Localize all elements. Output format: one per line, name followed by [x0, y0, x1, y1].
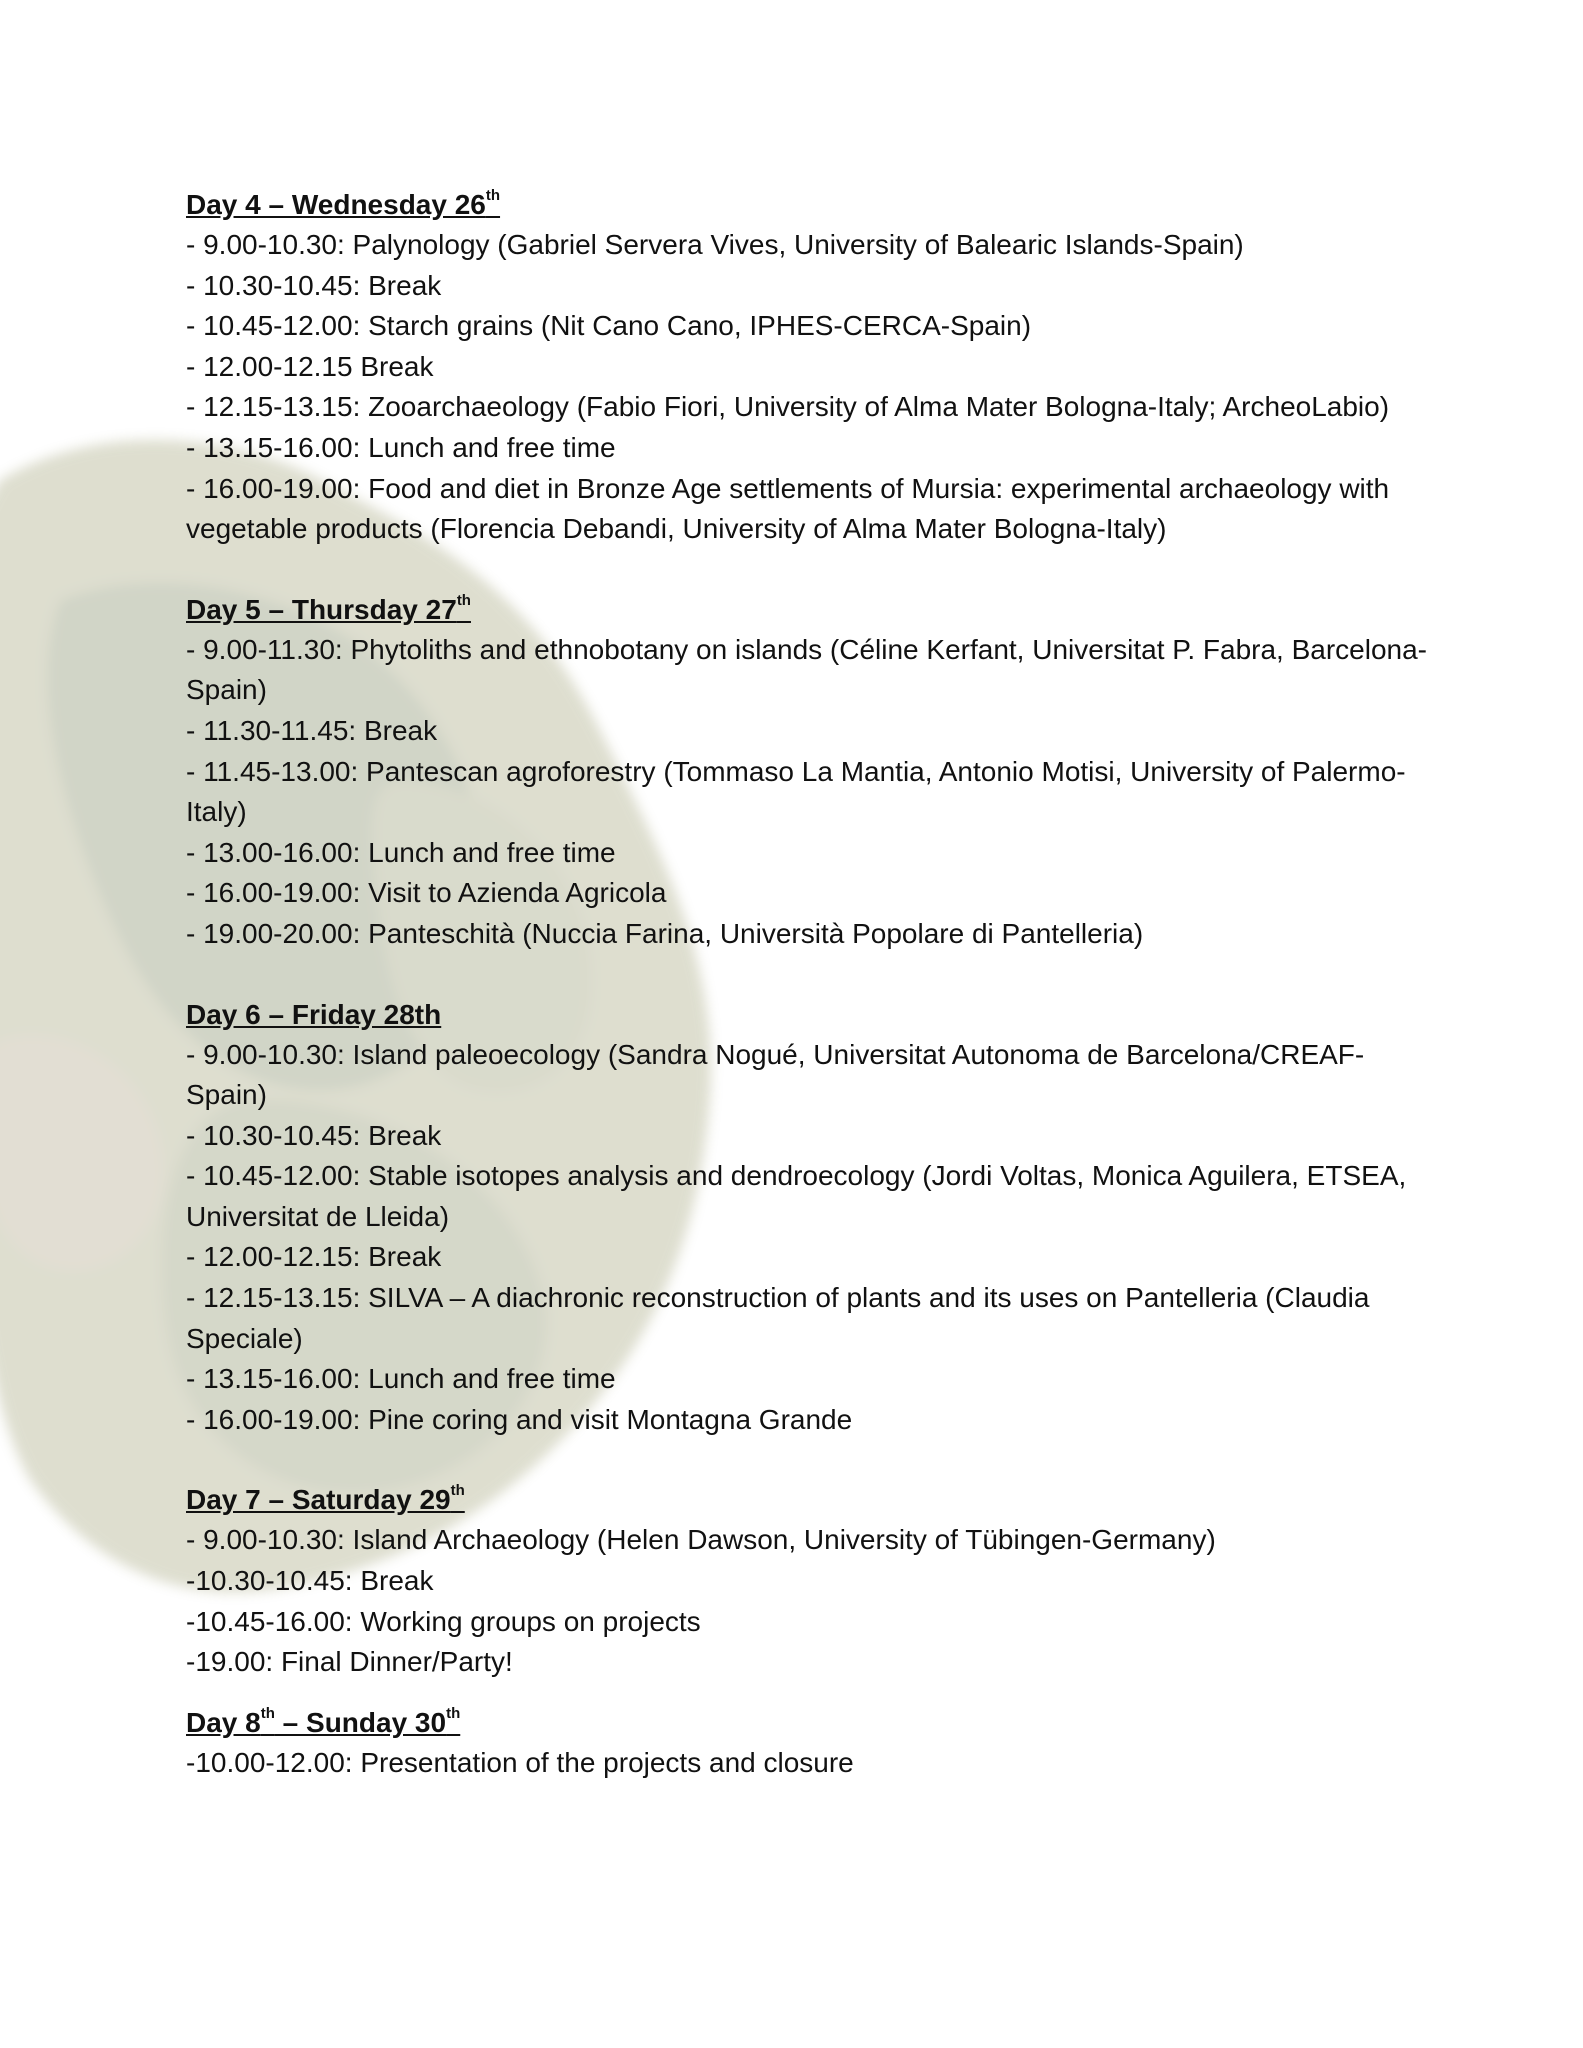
day-5-heading: Day 5 – Thursday 27th	[186, 591, 471, 625]
day-6-section	[186, 995, 1436, 1441]
schedule	[186, 185, 1436, 1823]
schedule-item: - 13.15-16.00: Lunch and free time	[186, 431, 616, 463]
day-6-heading: Day 6 – Friday 28th	[186, 998, 442, 1030]
schedule-item: - 9.00-10.30: Island paleoecology (Sandra Nogué, Universitat Autonoma de Barcelona/CREAF-Spain)	[186, 1038, 1365, 1111]
schedule-item: - 12.00-12.15: Break	[186, 1241, 442, 1273]
schedule-item: - 12.15-13.15: Zooarchaeology (Fabio Fiori, University of Alma Mater Bologna-Italy; ArcheoLabio)	[186, 391, 1390, 423]
schedule-item: - 12.00-12.15 Break	[186, 350, 434, 382]
schedule-item: -10.30-10.45: Break	[186, 1565, 434, 1597]
schedule-item: - 16.00-19.00: Pine coring and visit Montagna Grande	[186, 1403, 853, 1435]
schedule-item: - 16.00-19.00: Food and diet in Bronze Age settlements of Mursia: experimental archaeology with vegetable products (Florencia Debandi, University of Alma Mater Bologna-Italy)	[186, 472, 1390, 545]
schedule-item: - 10.45-12.00: Stable isotopes analysis and dendroecology (Jordi Voltas, Monica Aguilera, ETSEA, Universitat de Lleida)	[186, 1160, 1407, 1232]
schedule-item: - 13.00-16.00: Lunch and free time	[186, 836, 616, 868]
day-4-section	[186, 185, 1436, 550]
day-8-heading: Day 8th – Sunday 30th	[186, 1704, 461, 1738]
schedule-item: - 10.45-12.00: Starch grains (Nit Cano Cano, IPHES-CERCA-Spain)	[186, 310, 1032, 342]
schedule-item: - 10.30-10.45: Break	[186, 269, 442, 301]
day-7-heading: Day 7 – Saturday 29th	[186, 1482, 465, 1516]
schedule-item: - 19.00-20.00: Panteschità (Nuccia Farina, Università Popolare di Pantelleria)	[186, 917, 1144, 949]
schedule-item: - 10.30-10.45: Break	[186, 1119, 442, 1151]
schedule-item: -10.45-16.00: Working groups on projects	[186, 1605, 701, 1637]
schedule-item: - 11.30-11.45: Break	[186, 714, 438, 746]
schedule-item: - 12.15-13.15: SILVA – A diachronic reconstruction of plants and its uses on Pantelleria (Claudia Speciale)	[186, 1282, 1370, 1354]
schedule-item: - 11.45-13.00: Pantescan agroforestry (Tommaso La Mantia, Antonio Motisi, University of Palermo-Italy)	[186, 755, 1406, 828]
day-5-section	[186, 590, 1436, 955]
schedule-item: -19.00: Final Dinner/Party!	[186, 1646, 513, 1678]
schedule-item: - 9.00-11.30: Phytoliths and ethnobotany on islands (Céline Kerfant, Universitat P. Fabra, Barcelona-Spain)	[186, 633, 1428, 706]
schedule-item: - 9.00-10.30: Palynology (Gabriel Servera Vives, University of Balearic Islands-Spain)	[186, 229, 1244, 260]
day-8-section	[186, 1703, 1436, 1784]
day-7-section	[186, 1480, 1436, 1682]
schedule-item: - 13.15-16.00: Lunch and free time	[186, 1363, 616, 1395]
schedule-item: - 9.00-10.30: Island Archaeology (Helen Dawson, University of Tübingen-Germany)	[186, 1524, 1216, 1556]
day-4-heading: Day 4 – Wednesday 26th	[186, 187, 501, 220]
schedule-item: - 16.00-19.00: Visit to Azienda Agricola	[186, 877, 667, 909]
schedule-item: -10.00-12.00: Presentation of the projects and closure	[186, 1746, 854, 1778]
